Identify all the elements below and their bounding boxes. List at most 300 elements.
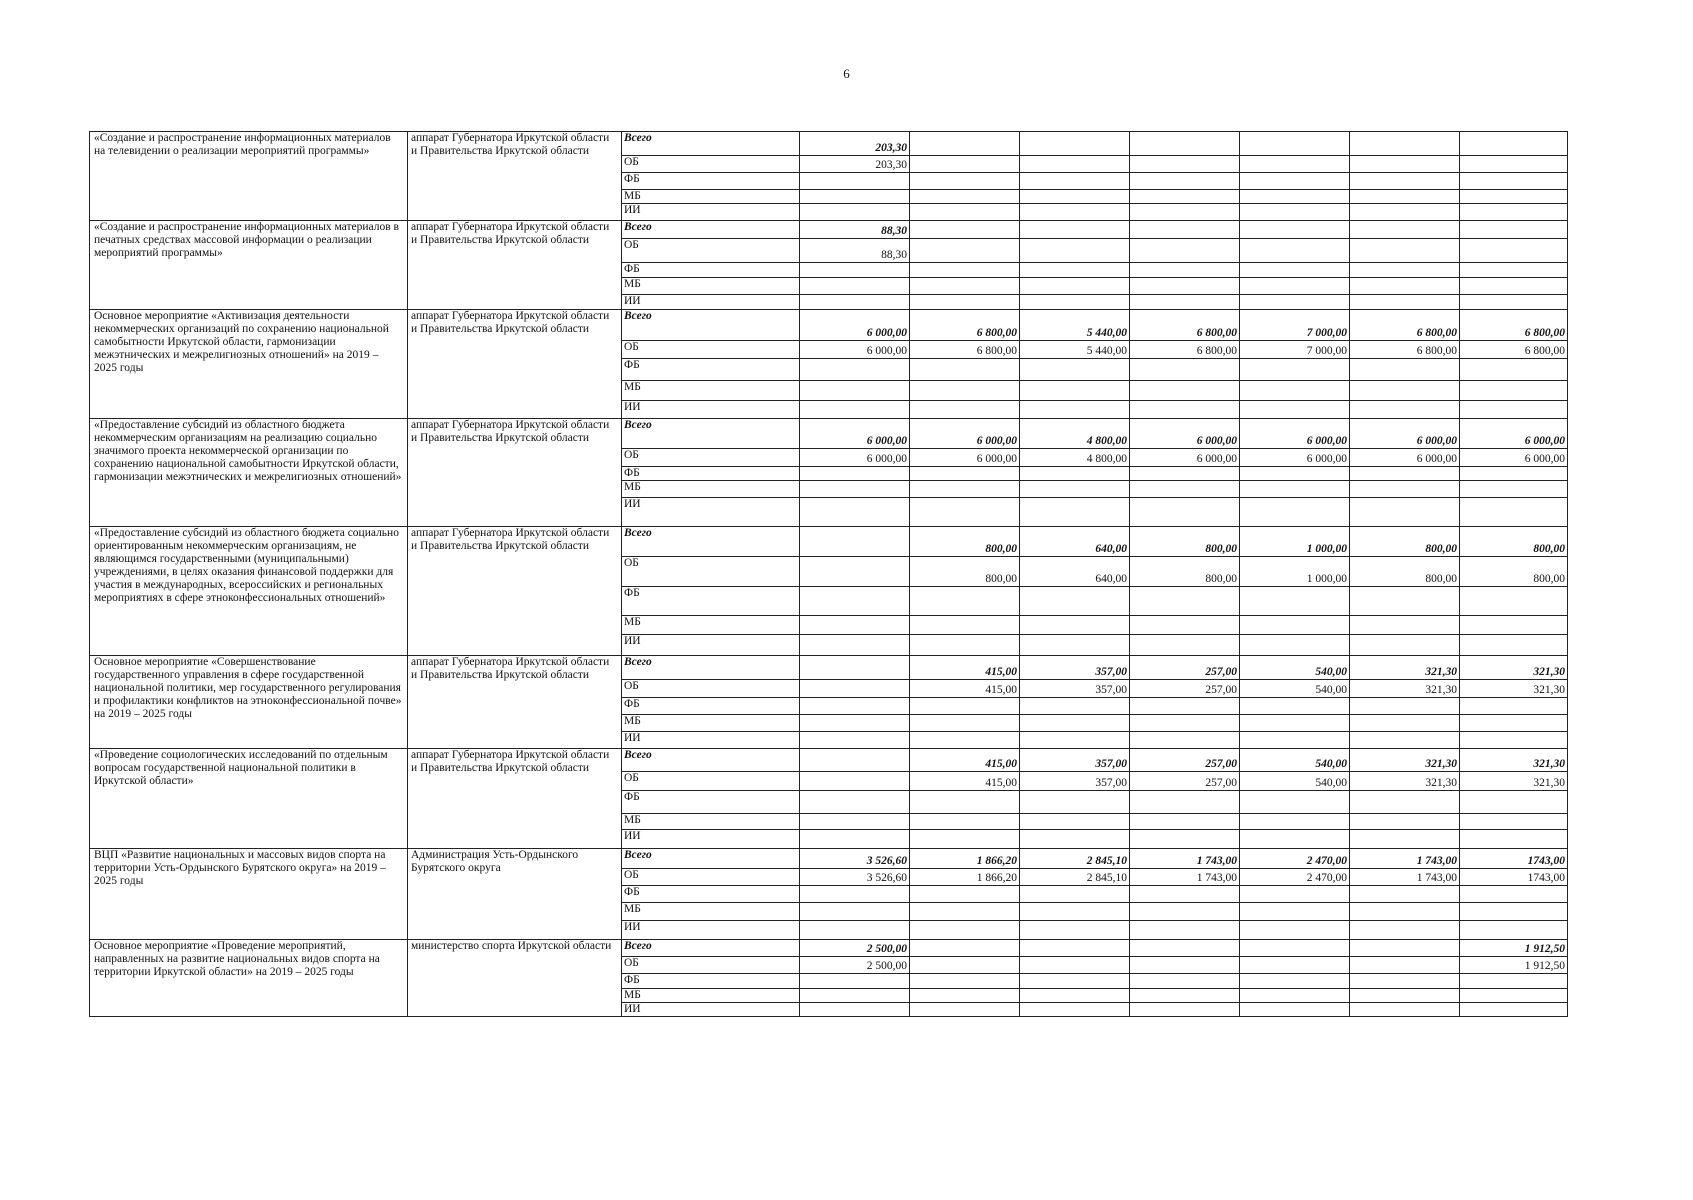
funding-source: ОБ (622, 449, 800, 467)
amount-cell (1020, 974, 1130, 989)
amount-cell (1020, 359, 1130, 381)
amount-cell (1130, 698, 1240, 715)
amount-cell (800, 791, 910, 814)
amount-cell (1350, 635, 1460, 656)
amount-cell: 6 000,00 (800, 419, 910, 449)
amount-cell (1460, 173, 1568, 190)
amount-cell: 3 526,60 (800, 849, 910, 869)
amount-cell (1240, 190, 1350, 204)
amount-cell (1240, 359, 1350, 381)
executor: аппарат Губернатора Иркутской области и Правительства Иркутской области (408, 749, 622, 849)
amount-cell: 415,00 (910, 656, 1020, 680)
table-row (90, 527, 1568, 557)
funding-source: ОБ (622, 957, 800, 974)
amount-cell (800, 173, 910, 190)
funding-source: ФБ (622, 974, 800, 989)
amount-cell: 5 440,00 (1020, 310, 1130, 341)
funding-source: МБ (622, 381, 800, 401)
amount-cell (910, 498, 1020, 527)
amount-cell (1130, 132, 1240, 156)
amount-cell (1460, 587, 1568, 616)
amount-cell (800, 974, 910, 989)
funding-source: ИИ (622, 1003, 800, 1017)
table-row (90, 221, 1568, 239)
funding-source: ФБ (622, 467, 800, 481)
amount-cell (1130, 481, 1240, 498)
amount-cell (1350, 173, 1460, 190)
amount-cell: 6 000,00 (910, 419, 1020, 449)
amount-cell (910, 814, 1020, 830)
funding-source: МБ (622, 903, 800, 921)
funding-source: МБ (622, 278, 800, 295)
amount-cell (1130, 635, 1240, 656)
amount-cell (1130, 204, 1240, 221)
amount-cell (1460, 278, 1568, 295)
amount-cell (800, 401, 910, 419)
amount-cell (1240, 974, 1350, 989)
amount-cell (1130, 814, 1240, 830)
amount-cell (1240, 732, 1350, 749)
amount-cell (1020, 1003, 1130, 1017)
amount-cell: 1 743,00 (1350, 849, 1460, 869)
amount-cell (800, 467, 910, 481)
amount-cell (800, 557, 910, 587)
funding-source: Всего (622, 419, 800, 449)
funding-source: ФБ (622, 587, 800, 616)
amount-cell: 6 000,00 (1460, 419, 1568, 449)
executor: аппарат Губернатора Иркутской области и Правительства Иркутской области (408, 132, 622, 221)
amount-cell (800, 989, 910, 1003)
funding-source: Всего (622, 656, 800, 680)
amount-cell: 2 470,00 (1240, 849, 1350, 869)
amount-cell (1130, 830, 1240, 849)
amount-cell: 1 912,50 (1460, 957, 1568, 974)
amount-cell (1350, 732, 1460, 749)
funding-source: ОБ (622, 772, 800, 791)
amount-cell (1240, 921, 1350, 940)
table-row (90, 310, 1568, 341)
measure-name: Основное мероприятие «Активизация деятельности некоммерческих организаций по сохранению национальной самобытности Иркутской области, гармонизации межэтнических и межрелигиозных отношений» на 2019 – 2025 годы (90, 310, 408, 419)
amount-cell (1130, 1003, 1240, 1017)
amount-cell (800, 732, 910, 749)
amount-cell: 640,00 (1020, 527, 1130, 557)
amount-cell (910, 1003, 1020, 1017)
amount-cell: 6 000,00 (1240, 449, 1350, 467)
funding-source: Всего (622, 310, 800, 341)
funding-source: ОБ (622, 680, 800, 698)
measure-name: «Проведение социологических исследований по отдельным вопросам государственной национальной политики в Иркутской области» (90, 749, 408, 849)
funding-source: ФБ (622, 698, 800, 715)
amount-cell: 203,30 (800, 132, 910, 156)
amount-cell (1460, 1003, 1568, 1017)
amount-cell (800, 527, 910, 557)
page-number: 6 (843, 66, 850, 81)
amount-cell (910, 732, 1020, 749)
amount-cell (800, 616, 910, 635)
amount-cell (800, 295, 910, 310)
amount-cell: 800,00 (1350, 557, 1460, 587)
executor: аппарат Губернатора Иркутской области и Правительства Иркутской области (408, 419, 622, 527)
amount-cell (910, 903, 1020, 921)
amount-cell (910, 616, 1020, 635)
amount-cell (1350, 278, 1460, 295)
amount-cell (1350, 698, 1460, 715)
amount-cell: 2 470,00 (1240, 869, 1350, 886)
amount-cell: 1 912,50 (1460, 940, 1568, 957)
table-row (90, 940, 1568, 957)
amount-cell: 800,00 (1350, 527, 1460, 557)
amount-cell (800, 886, 910, 903)
amount-cell (910, 587, 1020, 616)
amount-cell (1240, 698, 1350, 715)
funding-source: ОБ (622, 557, 800, 587)
amount-cell (1130, 359, 1240, 381)
amount-cell (910, 921, 1020, 940)
amount-cell (1130, 974, 1240, 989)
amount-cell: 357,00 (1020, 680, 1130, 698)
amount-cell (800, 635, 910, 656)
amount-cell (1460, 616, 1568, 635)
amount-cell: 1 866,20 (910, 869, 1020, 886)
amount-cell: 321,30 (1460, 772, 1568, 791)
amount-cell (910, 156, 1020, 173)
amount-cell (910, 467, 1020, 481)
amount-cell: 357,00 (1020, 656, 1130, 680)
funding-source: ОБ (622, 869, 800, 886)
amount-cell (1460, 921, 1568, 940)
amount-cell (1020, 173, 1130, 190)
amount-cell (800, 772, 910, 791)
amount-cell (910, 173, 1020, 190)
amount-cell (1130, 957, 1240, 974)
amount-cell (1240, 616, 1350, 635)
amount-cell: 1 743,00 (1130, 849, 1240, 869)
measure-name: «Предоставление субсидий из областного бюджета социально ориентированным некоммерческим организациям, не являющимся государственными (муниципальными) учреждениями, в целях оказания финансовой поддержки для участия в международных, всероссийских и региональных мероприятиях в сфере этноконфессиональных отношений» (90, 527, 408, 656)
amount-cell (1130, 616, 1240, 635)
funding-source: Всего (622, 849, 800, 869)
amount-cell (910, 190, 1020, 204)
amount-cell (1350, 190, 1460, 204)
amount-cell (1460, 359, 1568, 381)
amount-cell: 88,30 (800, 239, 910, 263)
amount-cell (1350, 587, 1460, 616)
amount-cell: 321,30 (1350, 749, 1460, 772)
amount-cell: 6 000,00 (1350, 419, 1460, 449)
amount-cell (1350, 921, 1460, 940)
amount-cell: 6 000,00 (1460, 449, 1568, 467)
funding-source: Всего (622, 221, 800, 239)
amount-cell (1350, 263, 1460, 278)
amount-cell (1350, 989, 1460, 1003)
amount-cell (1460, 498, 1568, 527)
funding-source: Всего (622, 749, 800, 772)
amount-cell (910, 791, 1020, 814)
amount-cell (910, 974, 1020, 989)
amount-cell (1130, 156, 1240, 173)
amount-cell (1130, 921, 1240, 940)
amount-cell (910, 940, 1020, 957)
funding-source: ИИ (622, 732, 800, 749)
amount-cell (910, 381, 1020, 401)
funding-source: МБ (622, 814, 800, 830)
amount-cell (1020, 989, 1130, 1003)
amount-cell (1350, 221, 1460, 239)
amount-cell (1020, 401, 1130, 419)
amount-cell (1240, 295, 1350, 310)
table-row (90, 849, 1568, 869)
amount-cell (1460, 974, 1568, 989)
amount-cell (1350, 814, 1460, 830)
amount-cell (1130, 173, 1240, 190)
amount-cell (1460, 698, 1568, 715)
amount-cell (910, 401, 1020, 419)
amount-cell: 800,00 (1130, 557, 1240, 587)
amount-cell (1020, 886, 1130, 903)
amount-cell (800, 656, 910, 680)
amount-cell (1350, 132, 1460, 156)
amount-cell (800, 498, 910, 527)
amount-cell (1020, 814, 1130, 830)
funding-source: МБ (622, 715, 800, 732)
executor: Администрация Усть-Ордынского Бурятского округа (408, 849, 622, 940)
amount-cell (1020, 278, 1130, 295)
amount-cell: 6 000,00 (800, 310, 910, 341)
amount-cell (1020, 467, 1130, 481)
amount-cell (910, 715, 1020, 732)
amount-cell (1130, 587, 1240, 616)
amount-cell (1130, 278, 1240, 295)
amount-cell (1460, 886, 1568, 903)
amount-cell: 257,00 (1130, 656, 1240, 680)
executor: аппарат Губернатора Иркутской области и Правительства Иркутской области (408, 656, 622, 749)
amount-cell (800, 190, 910, 204)
amount-cell: 6 800,00 (1350, 341, 1460, 359)
funding-source: МБ (622, 616, 800, 635)
amount-cell (1020, 132, 1130, 156)
amount-cell (1020, 791, 1130, 814)
amount-cell (800, 359, 910, 381)
amount-cell (1460, 190, 1568, 204)
amount-cell (1130, 791, 1240, 814)
amount-cell (1020, 498, 1130, 527)
amount-cell (910, 635, 1020, 656)
amount-cell (1350, 498, 1460, 527)
amount-cell (800, 715, 910, 732)
amount-cell (910, 263, 1020, 278)
amount-cell: 6 000,00 (1130, 449, 1240, 467)
amount-cell: 6 800,00 (1460, 341, 1568, 359)
amount-cell (1130, 190, 1240, 204)
amount-cell: 540,00 (1240, 680, 1350, 698)
measure-name: ВЦП «Развитие национальных и массовых видов спорта на территории Усть-Ордынского Бурятского округа» на 2019 – 2025 годы (90, 849, 408, 940)
amount-cell: 321,30 (1350, 656, 1460, 680)
amount-cell (1350, 1003, 1460, 1017)
amount-cell (1020, 698, 1130, 715)
amount-cell (1020, 940, 1130, 957)
amount-cell (1460, 295, 1568, 310)
amount-cell (1240, 239, 1350, 263)
amount-cell: 3 526,60 (800, 869, 910, 886)
amount-cell (1240, 903, 1350, 921)
amount-cell: 5 440,00 (1020, 341, 1130, 359)
amount-cell (1350, 903, 1460, 921)
funding-source: Всего (622, 132, 800, 156)
amount-cell (1240, 791, 1350, 814)
amount-cell (910, 278, 1020, 295)
amount-cell: 540,00 (1240, 656, 1350, 680)
amount-cell (1130, 295, 1240, 310)
amount-cell (1240, 481, 1350, 498)
amount-cell (1130, 886, 1240, 903)
funding-source: ФБ (622, 886, 800, 903)
amount-cell (1350, 481, 1460, 498)
funding-source: ИИ (622, 635, 800, 656)
amount-cell: 800,00 (1460, 527, 1568, 557)
amount-cell (1350, 974, 1460, 989)
amount-cell (1350, 295, 1460, 310)
amount-cell: 321,30 (1460, 680, 1568, 698)
amount-cell (1020, 239, 1130, 263)
amount-cell: 321,30 (1350, 772, 1460, 791)
amount-cell (1130, 467, 1240, 481)
amount-cell: 800,00 (910, 527, 1020, 557)
amount-cell: 6 800,00 (1350, 310, 1460, 341)
amount-cell: 415,00 (910, 680, 1020, 698)
amount-cell (1130, 989, 1240, 1003)
amount-cell: 2 845,10 (1020, 849, 1130, 869)
amount-cell (800, 814, 910, 830)
amount-cell (910, 239, 1020, 263)
amount-cell (1460, 715, 1568, 732)
amount-cell (1130, 401, 1240, 419)
amount-cell: 415,00 (910, 749, 1020, 772)
amount-cell (1240, 467, 1350, 481)
amount-cell (1020, 732, 1130, 749)
amount-cell (1130, 903, 1240, 921)
funding-source: ИИ (622, 401, 800, 419)
amount-cell (1020, 481, 1130, 498)
amount-cell (1020, 715, 1130, 732)
amount-cell (1240, 156, 1350, 173)
amount-cell (1460, 814, 1568, 830)
amount-cell (1460, 903, 1568, 921)
amount-cell (1350, 715, 1460, 732)
funding-source: ИИ (622, 204, 800, 221)
amount-cell (910, 204, 1020, 221)
amount-cell (1350, 381, 1460, 401)
funding-source: ФБ (622, 263, 800, 278)
amount-cell: 1743,00 (1460, 869, 1568, 886)
measure-name: «Создание и распространение информационных материалов на телевидении о реализации мероприятий программы» (90, 132, 408, 221)
budget-table (89, 131, 1568, 1017)
amount-cell (1240, 1003, 1350, 1017)
amount-cell (800, 263, 910, 278)
amount-cell (1240, 221, 1350, 239)
amount-cell (1460, 263, 1568, 278)
amount-cell: 540,00 (1240, 772, 1350, 791)
table-row (90, 749, 1568, 772)
amount-cell: 257,00 (1130, 680, 1240, 698)
amount-cell (1240, 886, 1350, 903)
funding-source: ФБ (622, 173, 800, 190)
amount-cell (800, 587, 910, 616)
amount-cell (1240, 498, 1350, 527)
amount-cell (1240, 635, 1350, 656)
amount-cell (1130, 940, 1240, 957)
amount-cell (800, 830, 910, 849)
funding-source: ОБ (622, 341, 800, 359)
measure-name: Основное мероприятие «Проведение мероприятий, направленных на развитие национальных видов спорта на территории Иркутской области» на 2019 – 2025 годы (90, 940, 408, 1017)
amount-cell (910, 481, 1020, 498)
amount-cell (1350, 239, 1460, 263)
amount-cell (800, 481, 910, 498)
amount-cell (910, 221, 1020, 239)
amount-cell: 2 845,10 (1020, 869, 1130, 886)
amount-cell (910, 295, 1020, 310)
amount-cell: 257,00 (1130, 772, 1240, 791)
amount-cell: 357,00 (1020, 749, 1130, 772)
amount-cell: 1 000,00 (1240, 557, 1350, 587)
funding-source: ФБ (622, 359, 800, 381)
amount-cell: 800,00 (1460, 557, 1568, 587)
amount-cell (1350, 616, 1460, 635)
amount-cell (1350, 467, 1460, 481)
funding-source: МБ (622, 989, 800, 1003)
amount-cell (910, 132, 1020, 156)
amount-cell (1350, 830, 1460, 849)
amount-cell: 415,00 (910, 772, 1020, 791)
amount-cell: 2 500,00 (800, 940, 910, 957)
amount-cell (800, 749, 910, 772)
amount-cell (1130, 263, 1240, 278)
table-row (90, 132, 1568, 156)
table-row (90, 419, 1568, 449)
amount-cell: 1 743,00 (1130, 869, 1240, 886)
funding-source: ИИ (622, 921, 800, 940)
amount-cell (1240, 989, 1350, 1003)
amount-cell (1020, 381, 1130, 401)
amount-cell: 6 800,00 (1460, 310, 1568, 341)
amount-cell (1240, 830, 1350, 849)
amount-cell (1020, 221, 1130, 239)
amount-cell (1020, 635, 1130, 656)
amount-cell (1240, 278, 1350, 295)
amount-cell (1130, 498, 1240, 527)
amount-cell (1130, 239, 1240, 263)
funding-source: ИИ (622, 295, 800, 310)
amount-cell: 6 800,00 (910, 310, 1020, 341)
amount-cell: 6 800,00 (910, 341, 1020, 359)
amount-cell (1020, 616, 1130, 635)
amount-cell (1240, 715, 1350, 732)
amount-cell (1350, 791, 1460, 814)
amount-cell (1460, 381, 1568, 401)
amount-cell (800, 698, 910, 715)
amount-cell (910, 989, 1020, 1003)
amount-cell: 88,30 (800, 221, 910, 239)
amount-cell (1240, 814, 1350, 830)
amount-cell (1130, 732, 1240, 749)
executor: аппарат Губернатора Иркутской области и Правительства Иркутской области (408, 310, 622, 419)
amount-cell (1240, 957, 1350, 974)
funding-source: МБ (622, 190, 800, 204)
amount-cell: 1 866,20 (910, 849, 1020, 869)
amount-cell (1130, 221, 1240, 239)
amount-cell (800, 903, 910, 921)
amount-cell: 6 000,00 (1240, 419, 1350, 449)
amount-cell (1460, 221, 1568, 239)
amount-cell (800, 680, 910, 698)
